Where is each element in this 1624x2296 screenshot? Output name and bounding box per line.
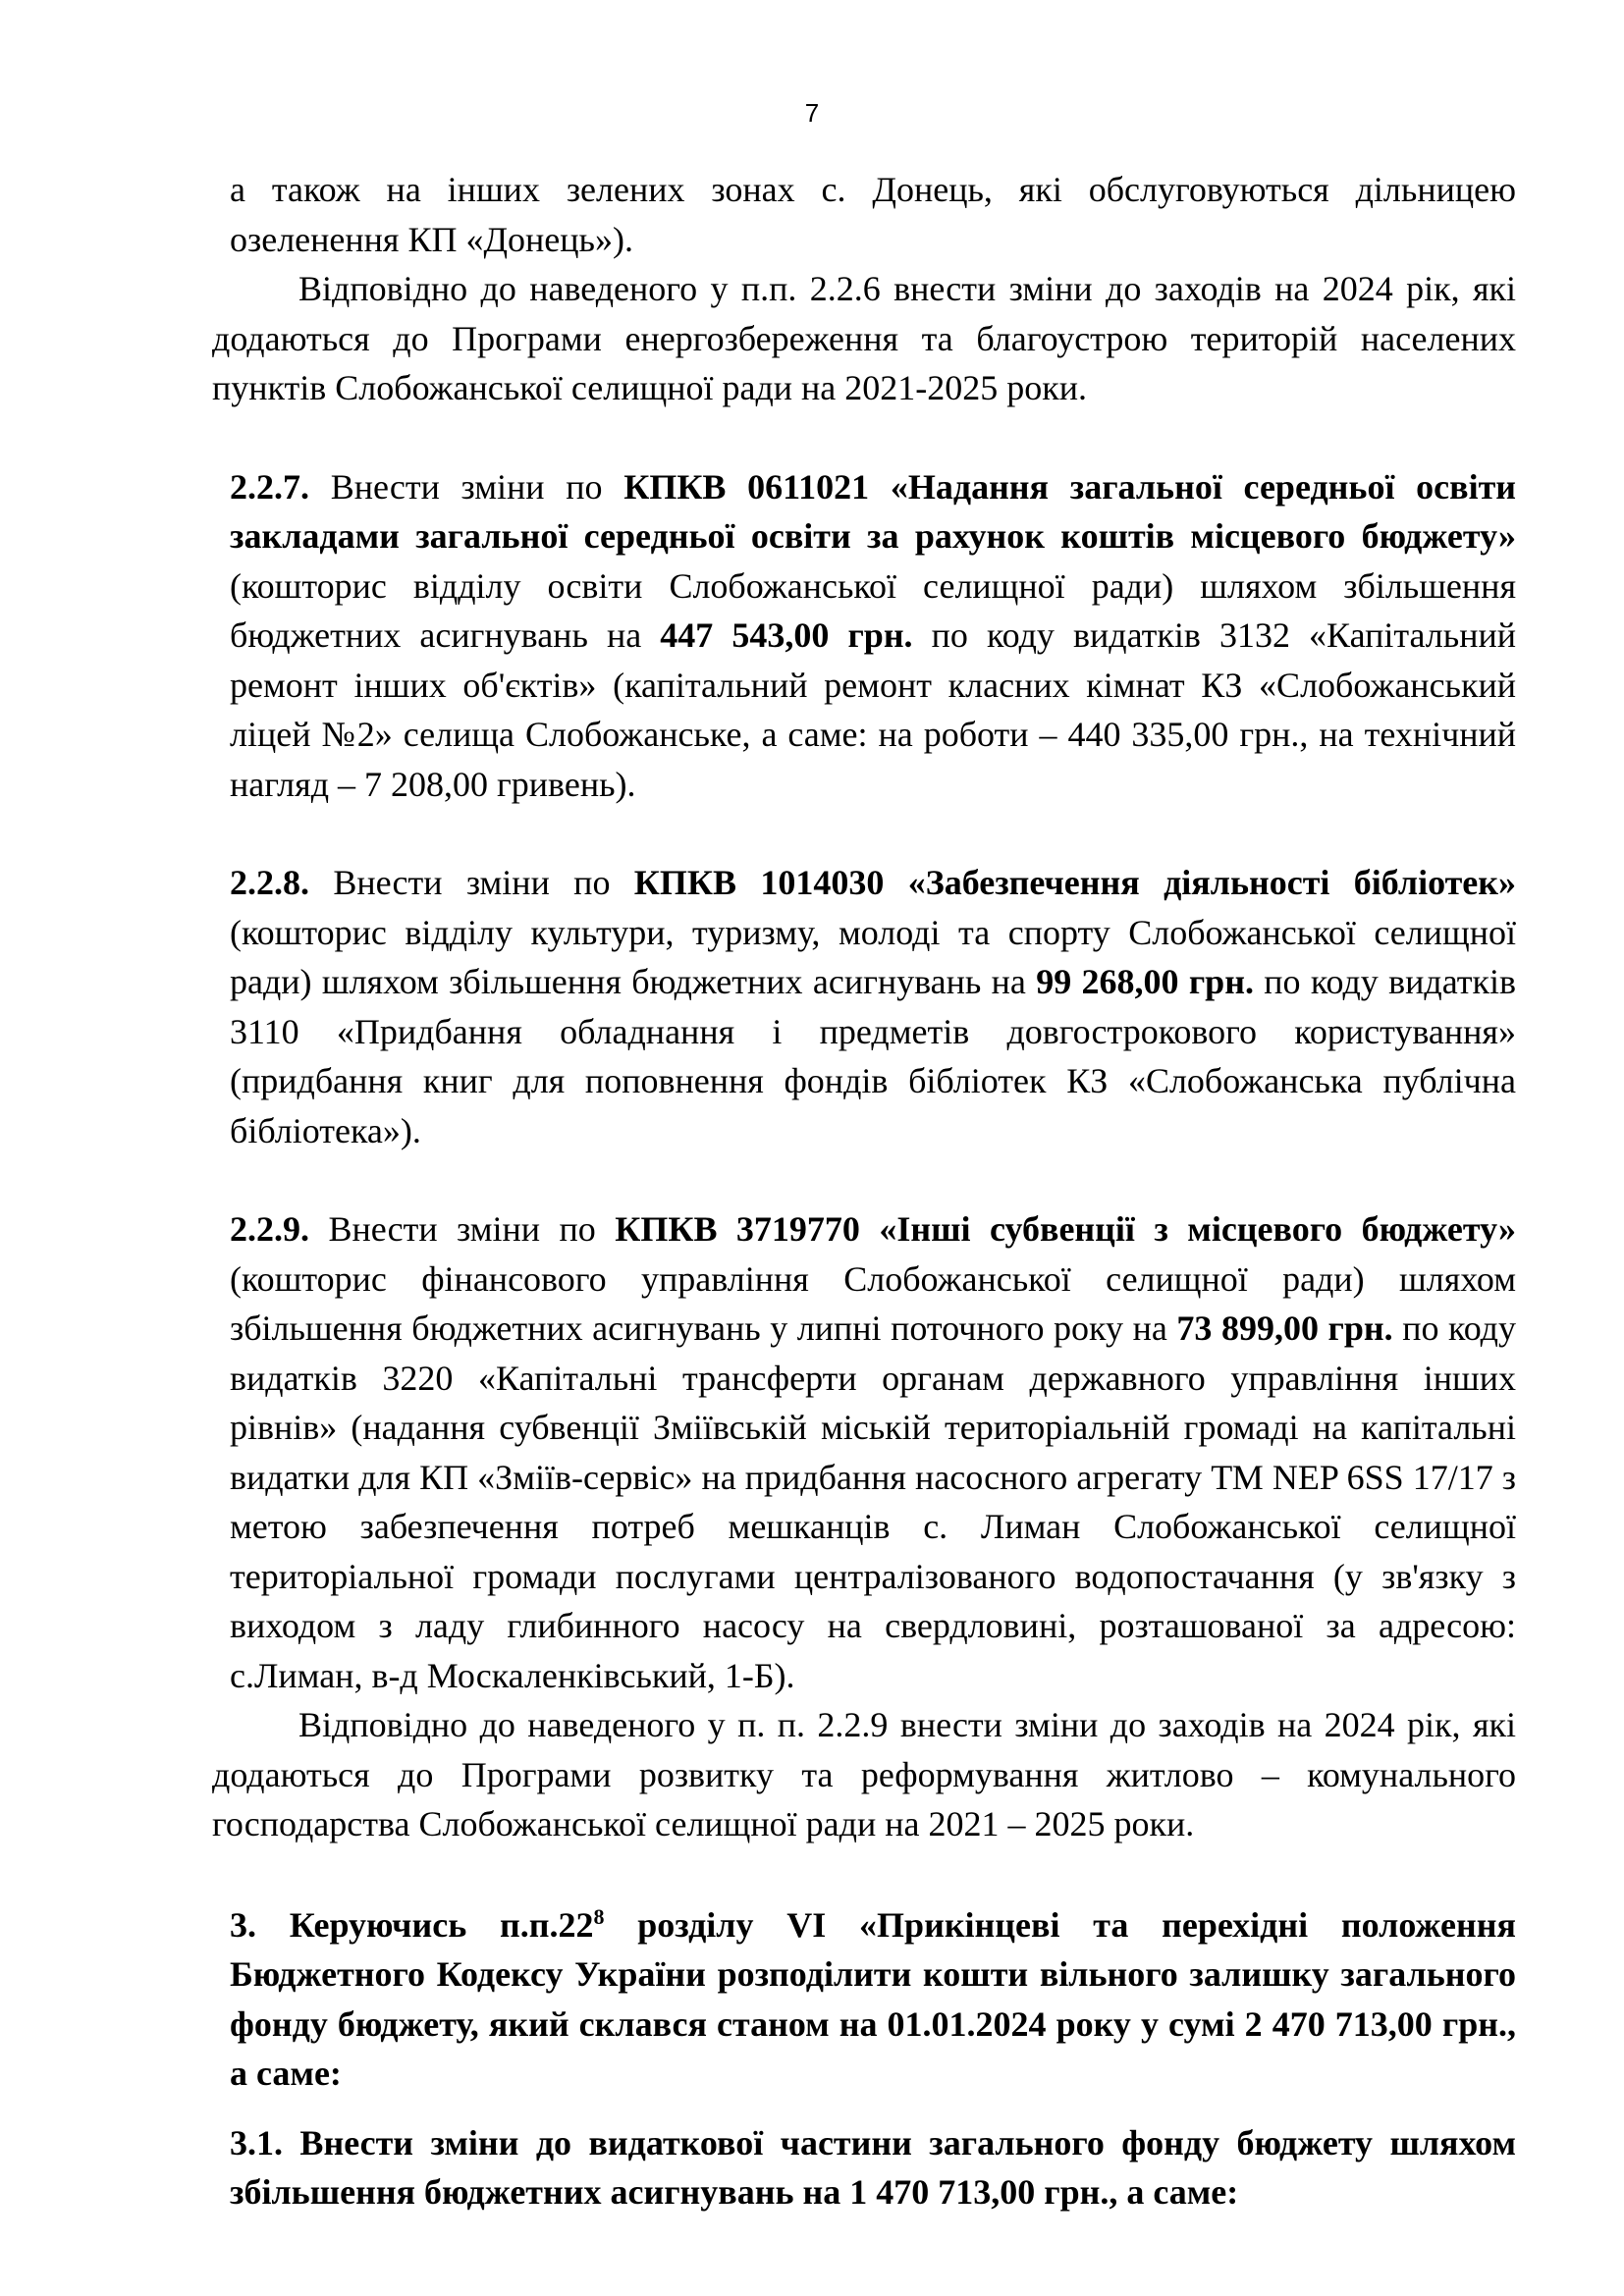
section-number: 2.2.8. (230, 863, 309, 902)
document-body (212, 165, 1516, 2217)
section-2-2-9 (212, 1204, 1516, 1700)
section-text: по коду видатків 3220 «Капітальні трансферти органам державного управління інших рівнів» (надання субвенції Зміївській міській територіальній громаді на капітальні видатки для КП «Зміїв-сервіс» на придбання насосного агрегату ТМ NEP 6SS 17/17 з метою забезпечення потреб мешканців с. Лиман Слобожанської селищної територіальної громади послугами централізованого водопостачання (у зв'язку з виходом з ладу глибинного насосу на свердловині, розташованої за адресою: с.Лиман, в-д Москаленківський, 1-Б). (230, 1308, 1516, 1695)
superscript: 8 (593, 1903, 605, 1929)
section-3-text-rest: розділу VI «Прикінцеві та перехідні положення Бюджетного Кодексу України розподілити кошти вільного залишку загального фонду бюджету, який склався станом на 01.01.2024 року у сумі 2 470 713,00 грн., а саме: (230, 1904, 1516, 2093)
section-3-1 (212, 2118, 1516, 2217)
section-2-2-8 (212, 858, 1516, 1155)
section-amount: 447 543,00 грн. (660, 615, 913, 655)
section-text: Внести зміни по (309, 1209, 616, 1249)
section-text: (кошторис фінансового управління Слобожанської селищної ради) шляхом збільшення бюджетних асигнувань у липні поточного року на (230, 1258, 1516, 1348)
page-number: 7 (804, 98, 820, 128)
section-bold-text: КПКВ 1014030 «Забезпечення діяльності бібліотек» (633, 863, 1516, 902)
section-3-1-text: 3.1. Внести зміни до видаткової частини загального фонду бюджету шляхом збільшення бюджетних асигнувань на 1 470 713,00 грн., а саме: (230, 2122, 1516, 2212)
section-text: Внести зміни по (309, 466, 624, 507)
section-bold-text: КПКВ 0611021 «Надання загальної середньої освіти закладами загальної середньої освіти за рахунок коштів місцевого бюджету» (230, 466, 1516, 556)
section-number: 2.2.9. (230, 1209, 309, 1249)
section-amount: 73 899,00 грн. (1176, 1308, 1393, 1348)
section-text: по коду видатків 3132 «Капітальний ремонт інших об'єктів» (капітальний ремонт класних кімнат КЗ «Слобожанський ліцей №2» селища Слобожанське, а саме: на роботи – 440 335,00 грн., на технічний нагляд – 7 208,00 гривень). (230, 615, 1516, 804)
paragraph-continuation: а також на інших зелених зонах с. Донець, які обслуговуються дільницею озеленення КП «Донець»). (230, 170, 1516, 259)
paragraph-program-energy: Відповідно до наведеного у п.п. 2.2.6 внести зміни до заходів на 2024 рік, які додаються до Програми енергозбереження та благоустрою територій населених пунктів Слобожанської селищної ради на 2021-2025 роки. (212, 269, 1516, 407)
section-2-2-7 (212, 462, 1516, 810)
section-3 (212, 1900, 1516, 2099)
section-text: Внести зміни по (309, 863, 634, 902)
section-text: по коду видатків 3110 «Придбання обладнання і предметів довгострокового користування» (придбання книг для поповнення фондів бібліотек КЗ «Слобожанська публічна бібліотека»). (230, 962, 1516, 1150)
section-3-text: 3. Керуючись п.п.22 (230, 1904, 594, 1945)
paragraph-program-housing: Відповідно до наведеного у п. п. 2.2.9 внести зміни до заходів на 2024 рік, які додаються до Програми розвитку та реформування житлово – комунального господарства Слобожанської селищної ради на 2021 – 2025 роки. (212, 1705, 1516, 1843)
section-text: (кошторис відділу освіти Слобожанської селищної ради) шляхом збільшення бюджетних асигнувань на (230, 565, 1516, 655)
section-amount: 99 268,00 грн. (1036, 962, 1254, 1001)
section-number: 2.2.7. (230, 466, 309, 507)
section-text: (кошторис відділу культури, туризму, молоді та спорту Слобожанської селищної ради) шляхом збільшення бюджетних асигнувань на (230, 912, 1516, 1001)
section-bold-text: КПКВ 3719770 «Інші субвенції з місцевого бюджету» (615, 1209, 1516, 1249)
